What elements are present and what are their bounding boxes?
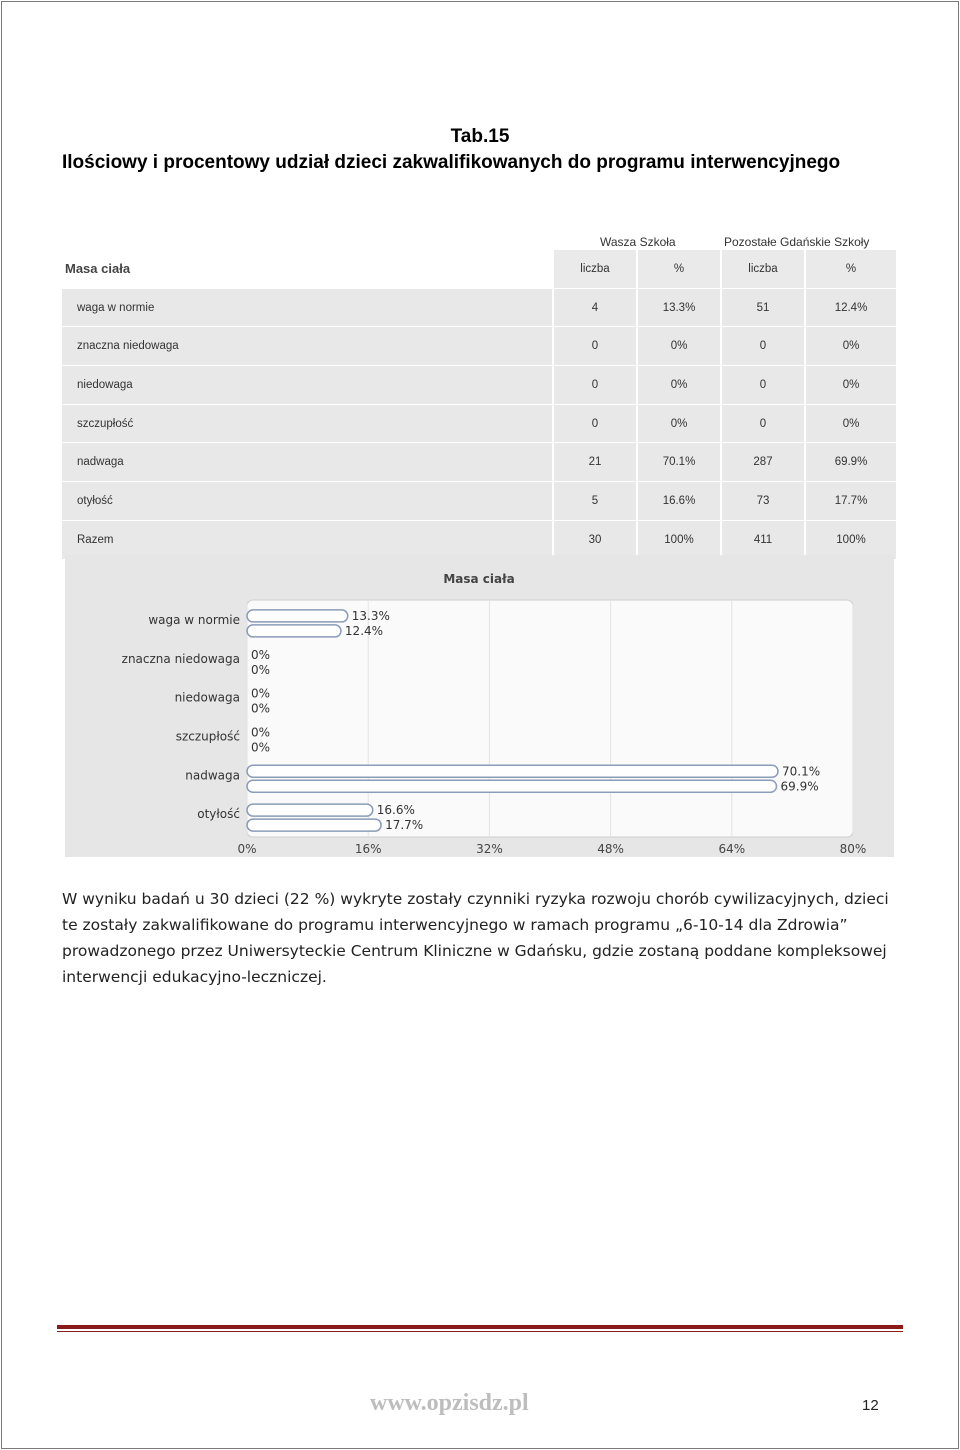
table-cell: 30 [552,521,636,559]
table-cell: 12.4% [804,289,896,327]
table-cell: 70.1% [636,443,720,481]
data-label: 0% [251,740,271,755]
table-cell: 0 [720,405,804,443]
table-cell: 0% [636,405,720,443]
table-cell: 4 [552,289,636,327]
footer-rule [57,1325,903,1329]
table-row [62,289,896,328]
table-cell: 17.7% [804,482,896,520]
x-tick-label: 80% [839,842,867,856]
document-title: Ilościowy i procentowy udział dzieci zakwalifikowanych do programu interwencyjnego [62,152,841,173]
row-label: niedowaga [77,378,133,391]
bar [247,804,373,816]
column-header: liczba [552,250,636,288]
footer-url: www.opzisdz.pl [370,1390,529,1416]
data-table [62,250,896,560]
table-row [62,405,896,444]
column-header: % [636,250,720,288]
table-row [62,482,896,521]
body-paragraph: W wyniku badań u 30 dzieci (22 %) wykryte zostały czynniki ryzyka rozwoju chorób cywilizacyjnych, dzieci te zostały zakwalifikowane do programu interwencyjnego w ramach programu „6-10-14 dla Zdrowia” prowadzonego przez Uniwersyteckie Centrum Kliniczne w Gdańsku, gdzie zostaną poddane kompleksowej interwencji edukacyjno-leczniczej. [62,890,889,986]
category-label: szczupłość [175,729,240,744]
table-cell: 0 [552,405,636,443]
row-label: otyłość [77,494,113,507]
x-tick-label: 0% [237,842,257,856]
x-tick-label: 64% [718,842,746,856]
x-tick-label: 48% [597,842,624,856]
data-label: 0% [251,701,271,716]
data-label: 12.4% [344,623,384,638]
table-total-row [62,521,896,560]
table-cell: 0 [720,327,804,365]
chart-canvas [65,555,894,857]
category-label: otyłość [197,807,240,822]
bar-chart [65,555,894,857]
column-header: liczba [720,250,804,288]
table-header-row [62,250,896,289]
row-label: nadwaga [77,456,124,469]
table-cell: 0% [636,327,720,365]
row-label: Razem [77,533,114,546]
table-cell: 16.6% [636,482,720,520]
table-cell: 0 [552,327,636,365]
bar [247,780,776,792]
table-cell: 51 [720,289,804,327]
bar [247,625,341,637]
table-cell: 0 [552,366,636,404]
table-cell: 69.9% [804,443,896,481]
row-label: waga w normie [77,301,155,314]
data-label: 69.9% [780,779,819,794]
table-cell: 0% [636,366,720,404]
category-label: znaczna niedowaga [121,651,240,666]
data-label: 16.6% [376,803,415,818]
data-label: 0% [251,725,271,740]
category-label: niedowaga [174,690,240,705]
row-header: Masa ciała [65,261,131,277]
category-label: nadwaga [185,768,240,783]
data-label: 17.7% [385,818,424,833]
table-cell: 13.3% [636,289,720,327]
table-cell: 287 [720,443,804,481]
table-cell: 100% [636,521,720,559]
table-cell: 5 [552,482,636,520]
table-row [62,443,896,482]
bar [247,610,348,622]
data-label: 13.3% [351,608,390,623]
table-cell: 73 [720,482,804,520]
group-header-other-schools: Pozostałe Gdańskie Szkoły [724,235,870,249]
data-label: 0% [251,686,271,701]
table-cell: 21 [552,443,636,481]
bar [247,819,381,831]
table-cell: 411 [720,521,804,559]
table-number: Tab.15 [450,126,510,147]
table-cell: 0% [804,327,896,365]
group-header-school: Wasza Szkoła [600,235,676,249]
row-label: znaczna niedowaga [77,340,179,353]
x-tick-label: 32% [476,842,503,856]
table-cell: 0% [804,405,896,443]
column-header: % [804,250,896,288]
table-cell: 0% [804,366,896,404]
x-tick-label: 16% [354,842,382,856]
data-label: 70.1% [782,764,821,779]
table-cell: 0 [720,366,804,404]
data-label: 0% [251,662,271,677]
footer-rule-thin [57,1331,903,1332]
chart-title: Masa ciała [443,572,515,586]
row-label: szczupłość [77,417,134,430]
category-label: waga w normie [148,612,240,627]
bar [247,765,778,777]
page-number: 12 [862,1397,879,1414]
table-cell: 100% [804,521,896,559]
table-row [62,366,896,405]
table-row [62,327,896,366]
data-label: 0% [251,647,271,662]
